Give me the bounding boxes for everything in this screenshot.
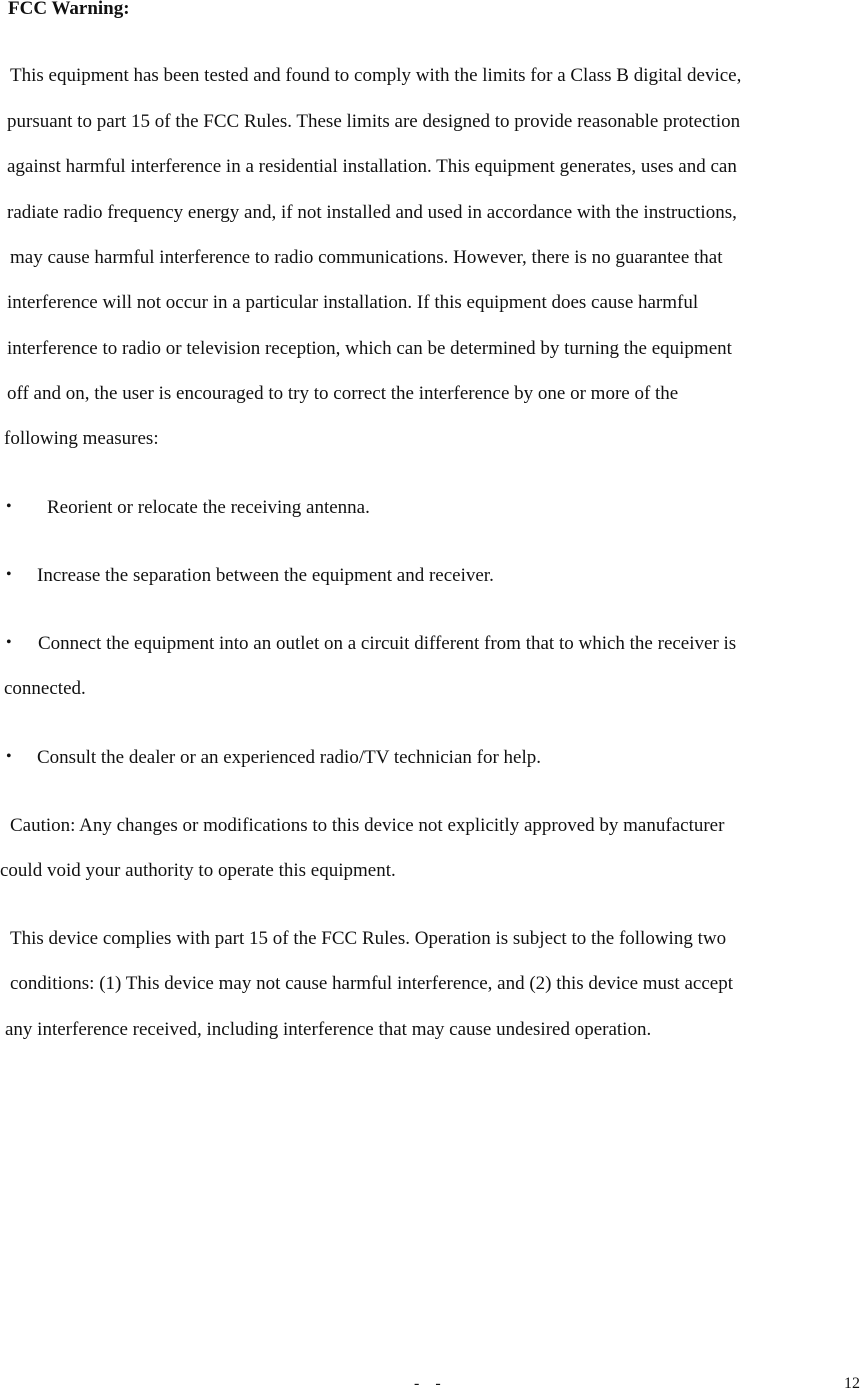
list-item-text: Connect the equipment into an outlet on a circuit different from that to which the receiver is — [38, 633, 737, 654]
footer-center-mark: - - — [414, 1375, 441, 1392]
paragraph-line: pursuant to part 15 of the FCC Rules. These limits are designed to provide reasonable protection — [7, 111, 741, 132]
paragraph-line: could void your authority to operate this equipment. — [0, 860, 396, 881]
bullet-icon: • — [6, 498, 12, 515]
paragraph-line: following measures: — [4, 428, 159, 449]
bullet-icon: • — [6, 634, 12, 651]
paragraph-line: off and on, the user is encouraged to try to correct the interference by one or more of the — [7, 383, 679, 404]
paragraph-line: conditions: (1) This device may not cause harmful interference, and (2) this device must accept — [10, 973, 733, 994]
list-item-text: connected. — [4, 678, 86, 699]
paragraph-line: interference to radio or television reception, which can be determined by turning the equipment — [7, 338, 732, 359]
bullet-icon: • — [6, 748, 12, 765]
paragraph-line: against harmful interference in a residential installation. This equipment generates, uses and can — [7, 156, 737, 177]
page-number: 12 — [844, 1375, 860, 1392]
paragraph-line: any interference received, including interference that may cause undesired operation. — [5, 1019, 652, 1040]
paragraph-line: Caution: Any changes or modifications to this device not explicitly approved by manufacturer — [10, 815, 725, 836]
list-item-text: Consult the dealer or an experienced radio/TV technician for help. — [37, 747, 542, 768]
paragraph-line: This equipment has been tested and found to comply with the limits for a Class B digital device, — [10, 65, 742, 86]
paragraph-line: This device complies with part 15 of the FCC Rules. Operation is subject to the following two — [10, 928, 727, 949]
page-title: FCC Warning: — [8, 0, 130, 19]
list-item-text: Increase the separation between the equipment and receiver. — [37, 565, 494, 586]
bullet-icon: • — [6, 566, 12, 583]
paragraph-line: radiate radio frequency energy and, if not installed and used in accordance with the instructions, — [7, 202, 737, 223]
list-item-text: Reorient or relocate the receiving antenna. — [47, 497, 370, 518]
paragraph-line: interference will not occur in a particular installation. If this equipment does cause harmful — [7, 292, 699, 313]
paragraph-line: may cause harmful interference to radio communications. However, there is no guarantee that — [10, 247, 723, 268]
